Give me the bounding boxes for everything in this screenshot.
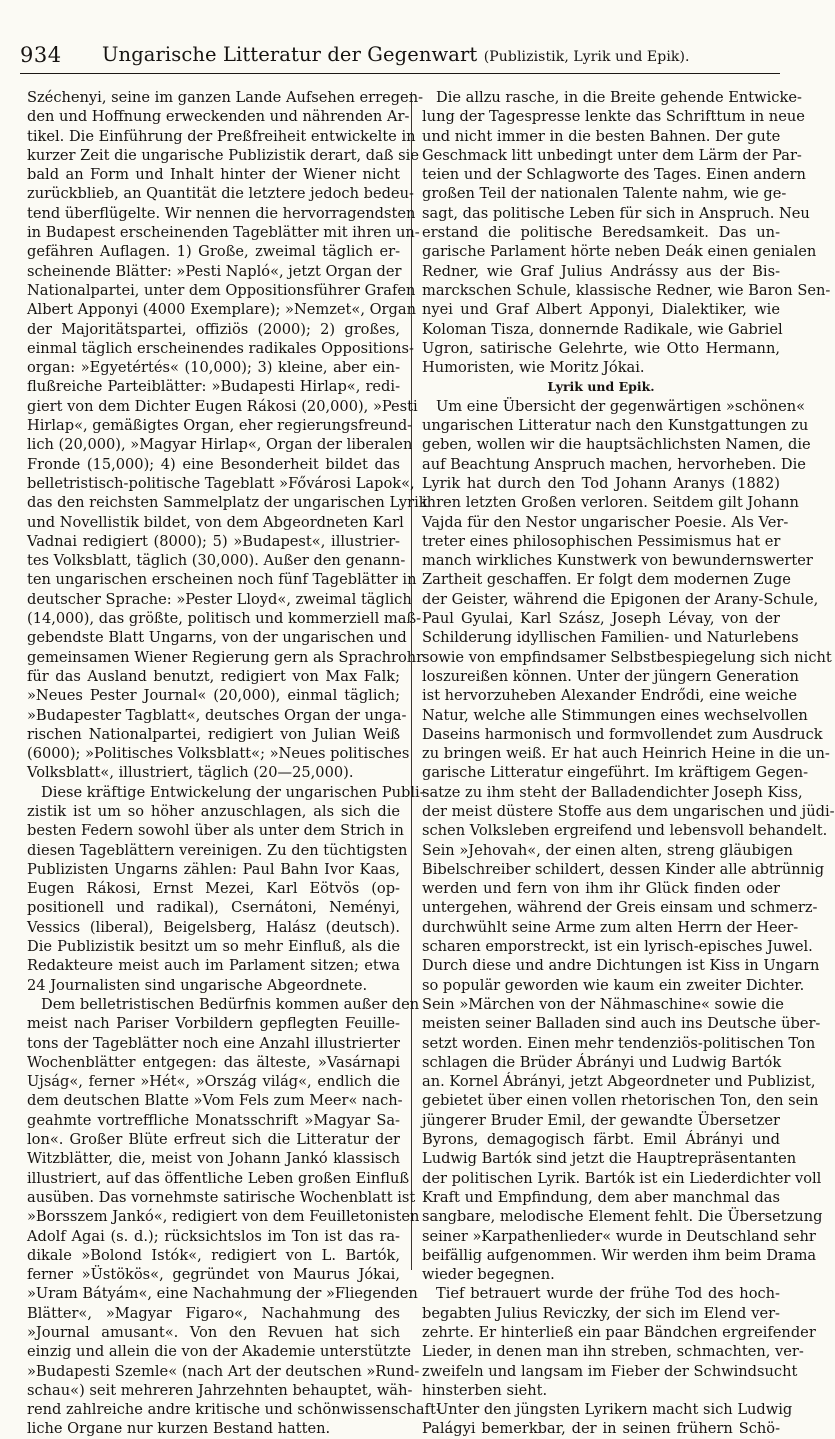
text-line: diesen Tageblättern vereinigen. Zu den tüchtigsten [27, 841, 408, 859]
text-line: der Geister, während die Epigonen der Arany-Schule, [422, 590, 819, 608]
text-line: untergehen, während der Greis einsam und schmerz- [422, 899, 818, 917]
text-line: geben, wollen wir die hauptsächlichsten Namen, die [422, 436, 811, 454]
text-line: zweifeln und langsam im Fieber der Schwindsucht [422, 1362, 798, 1380]
text-line: manch wirkliches Kunstwerk von bewundernswerter [422, 552, 813, 570]
text-line: sagt, das politische Leben für sich in Anspruch. Neu [422, 204, 810, 222]
page-number: 934 [20, 43, 62, 67]
text-line: einmal täglich erscheinendes radikales Oppositions- [27, 339, 414, 357]
text-line: meist nach Pariser Vorbildern gepflegten Feuille- [27, 1015, 400, 1033]
text-line: garische Parlament hörte neben Deák einen genialen [422, 243, 817, 261]
text-line: »Journal amusant«. Von den Revuen hat sich [27, 1324, 400, 1341]
running-title-main: Ungarische Litteratur der Gegenwart [102, 43, 478, 66]
text-line: und Novellistik bildet, von dem Abgeordneten Karl [27, 513, 404, 531]
text-line: rischen Nationalpartei, redigiert von Julian Weiß [27, 725, 400, 743]
running-title [102, 42, 782, 70]
text-line: liche Organe nur kurzen Bestand hatten. [27, 1420, 331, 1438]
text-line: erstand die politische Beredsamkeit. Das un- [422, 224, 780, 242]
text-line: Koloman Tisza, donnernde Radikale, wie Gabriel [422, 320, 783, 338]
text-line: garische Litteratur eingeführt. Im kräftigem Gegen- [422, 764, 809, 782]
text-line: ungarischen Litteratur nach den Kunstgattungen zu [422, 417, 809, 435]
text-line: Adolf Agai (s. d.); rücksichtslos im Ton ist das ra- [27, 1227, 400, 1245]
text-line: »Borsszem Jankó«, redigiert von dem Feuilletonisten [27, 1208, 420, 1226]
text-line: werden und fern von ihm ihr Glück finden oder [422, 880, 780, 898]
text-line: und nicht immer in die besten Bahnen. Der gute [422, 127, 781, 145]
text-line: einzig und allein die von der Akademie unterstützte [27, 1343, 412, 1361]
text-line: treter eines philosophischen Pessimismus hat er [422, 532, 781, 550]
text-line: Sein »Märchen von der Nähmaschine« sowie die [422, 995, 784, 1013]
text-line: in Budapest erscheinenden Tageblätter mit ihren un- [27, 224, 420, 242]
text-line: besten Federn sowohl über als unter dem Strich in [27, 822, 404, 840]
text-line: Diese kräftige Entwickelung der ungarischen Publi- [41, 783, 425, 801]
text-line: meisten seiner Balladen sind auch ins Deutsche über- [422, 1015, 821, 1033]
text-line: (6000); »Politisches Volksblatt«; »Neues politisches [27, 745, 410, 763]
text-line: Vadnai redigiert (8000); 5) »Budapest«, illustrier- [27, 532, 400, 550]
text-line: lich (20,000), »Magyar Hirlap«, Organ der liberalen [27, 436, 413, 454]
text-line: so populär geworden wie kaum ein zweiter Dichter. [422, 976, 805, 994]
text-line: hinsterben sieht. [422, 1381, 548, 1399]
text-line: großen Teil der nationalen Talente nahm, wie ge- [422, 185, 787, 203]
text-line: Széchenyi, seine im ganzen Lande Aufsehen erregen- [27, 89, 424, 106]
text-line: setzt worden. Einen mehr tendenziös-politischen Ton [422, 1034, 816, 1052]
text-line: belletristisch-politische Tageblatt »Fővárosi Lapok«, [27, 474, 415, 492]
text-line: Ujság«, ferner »Hét«, »Ország világ«, endlich die [27, 1073, 400, 1091]
text-line: zistik ist um so höher anzuschlagen, als sich die [27, 802, 400, 820]
text-line: Durch diese und andre Dichtungen ist Kiss in Ungarn [422, 957, 820, 975]
text-line: Geschmack litt unbedingt unter dem Lärm der Par- [422, 146, 802, 164]
text-line: lung der Tagespresse lenkte das Schrifttum in neue [422, 108, 805, 126]
text-line: seiner »Karpathenlieder« wurde in Deutschland sehr [422, 1227, 816, 1245]
text-line: scharen emporstreckt, ist ein lyrisch-episches Juwel. [422, 938, 813, 956]
text-line: Fronde (15,000); 4) eine Besonderheit bildet das [27, 455, 400, 473]
text-line: schau«) seit mehreren Jahrzehnten behauptet, wäh- [27, 1381, 413, 1399]
text-line: sangbare, melodische Element fehlt. Die Übersetzung [422, 1208, 823, 1226]
right-column [422, 88, 835, 1438]
text-line: marckschen Schule, klassische Redner, wie Baron Sen- [422, 281, 831, 299]
text-line: ihren letzten Großen verloren. Seitdem gilt Johann [422, 494, 799, 512]
text-line: Tief betrauert wurde der frühe Tod des hoch- [436, 1285, 780, 1303]
text-line: Sein »Jehovah«, der einen alten, streng gläubigen [422, 841, 793, 859]
text-line: der meist düstere Stoffe aus dem ungarischen und jüdi- [422, 802, 835, 820]
text-line: Daseins harmonisch und formvollendet zum Ausdruck [422, 725, 823, 743]
text-line: gefähren Auflagen. 1) Große, zweimal täglich er- [27, 243, 400, 261]
text-line: geahmte vortreffliche Monatsschrift »Magyar Sa- [27, 1111, 400, 1129]
text-line: Redakteure meist auch im Parlament sitzen; etwa [27, 957, 400, 975]
text-line: positionell und radikal), Csernátoni, Neményi, [27, 899, 400, 917]
text-line: Redner, wie Graf Julius Andrássy aus der Bis- [422, 262, 780, 280]
text-line: Zartheit geschaffen. Er folgt dem modernen Zuge [422, 571, 791, 589]
text-line: begabten Julius Reviczky, der sich im Elend ver- [422, 1304, 780, 1322]
text-line: Lyrik hat durch den Tod Johann Aranys (1882) [422, 474, 780, 492]
section-heading: Lyrik und Epik. [547, 379, 655, 395]
text-line: auf Beachtung Anspruch machen, hervorheben. Die [422, 455, 806, 473]
text-line: illustriert, auf das öffentliche Leben großen Einfluß [27, 1169, 410, 1187]
text-line: an. Kornel Ábrányi, jetzt Abgeordneter und Publizist, [422, 1073, 816, 1091]
text-line: Blätter«, »Magyar Figaro«, Nachahmung des [27, 1304, 400, 1322]
text-line: lon«. Großer Blüte erfreut sich die Litteratur der [27, 1131, 400, 1149]
text-line: Schilderung idyllischen Familien- und Naturlebens [422, 629, 799, 647]
text-line: den und Hoffnung erweckenden und nährenden Ar- [27, 108, 410, 126]
text-line: schlagen die Brüder Ábrányi und Ludwig Bartók [422, 1053, 782, 1071]
text-line: nyei und Graf Albert Apponyi, Dialektiker, wie [422, 301, 780, 319]
text-line: »Budapester Tagblatt«, deutsches Organ der unga- [27, 706, 407, 724]
text-line: »Uram Bátyám«, eine Nachahmung der »Fliegenden [27, 1285, 418, 1303]
text-line: Humoristen, wie Moritz Jókai. [422, 359, 645, 377]
text-line: dem deutschen Blatte »Vom Fels zum Meer« nach- [27, 1092, 403, 1110]
text-line: (14,000), das größte, politisch und kommerziell maß- [27, 610, 422, 628]
text-line: Lieder, in denen man ihn streben, schmachten, ver- [422, 1343, 804, 1361]
text-line: ferner »Üstökös«, gegründet von Maurus Jókai, [27, 1266, 400, 1284]
text-line: tes Volksblatt, täglich (30,000). Außer den genann- [27, 552, 406, 570]
text-line: Paul Gyulai, Karl Szász, Joseph Lévay, von der [422, 610, 780, 628]
text-line: Palágyi bemerkbar, der in seinen frühern Schö- [422, 1420, 780, 1438]
text-line: tons der Tageblätter noch eine Anzahl illustrierter [27, 1034, 400, 1052]
text-line: Ugron, satirische Gelehrte, wie Otto Hermann, [422, 339, 780, 357]
text-line: Dem belletristischen Bedürfnis kommen außer den [41, 995, 420, 1013]
text-line: Volksblatt«, illustriert, täglich (20—25,000). [27, 764, 354, 782]
column-divider [411, 92, 412, 1270]
text-line: giert von dem Dichter Eugen Rákosi (20,000), »Pesti [27, 397, 418, 415]
text-line: gemeinsamen Wiener Regierung gern als Sprachrohr [27, 648, 424, 666]
text-line: Byrons, demagogisch färbt. Emil Ábrányi und [422, 1131, 780, 1149]
text-line: ist hervorzuheben Alexander Endrődi, eine weiche [422, 687, 798, 705]
text-line: 24 Journalisten sind ungarische Abgeordnete. [27, 976, 368, 994]
text-line: dikale »Bolond Istók«, redigiert von L. Bartók, [27, 1246, 400, 1264]
text-line: kurzer Zeit die ungarische Publizistik derart, daß sie [27, 146, 419, 164]
text-line: gebietet über einen vollen rhetorischen Ton, den sein [422, 1092, 819, 1110]
text-line: Um eine Übersicht der gegenwärtigen »schönen« [436, 397, 806, 415]
text-line: Die allzu rasche, in die Breite gehende Entwicke- [436, 89, 802, 106]
text-line: sowie von empfindsamer Selbstbespiegelung sich nicht [422, 648, 832, 666]
text-line: schen Volksleben ergreifend und lebensvoll behandelt. [422, 822, 828, 840]
text-line: zurückblieb, an Quantität die letztere jedoch bedeu- [27, 185, 414, 203]
text-line: Hirlap«, gemäßigtes Organ, eher regierungsfreund- [27, 417, 413, 435]
text-line: zu bringen weiß. Er hat auch Heinrich Heine in die un- [422, 745, 830, 763]
text-line: der politischen Lyrik. Bartók ist ein Liederdichter voll [422, 1169, 822, 1187]
text-line: Witzblätter, die, meist von Johann Jankó klassisch [27, 1150, 400, 1168]
text-line: durchwühlt seine Arme zum alten Herrn der Heer- [422, 918, 799, 936]
text-line: Natur, welche alle Stimmungen eines wechselvollen [422, 706, 808, 724]
text-line: deutscher Sprache: »Pester Lloyd«, zweimal täglich [27, 590, 412, 608]
text-line: Vessics (liberal), Beigelsberg, Halász (deutsch). [27, 918, 400, 936]
text-line: teien und der Schlagworte des Tages. Einen andern [422, 166, 806, 184]
text-line: scheinende Blätter: »Pesti Napló«, jetzt Organ der [27, 262, 402, 280]
text-line: zehrte. Er hinterließ ein paar Bändchen ergreifender [422, 1324, 816, 1341]
text-line: ten ungarischen erscheinen noch fünf Tageblätter in [27, 571, 417, 589]
text-line: jüngerer Bruder Emil, der gewandte Übersetzer [422, 1111, 780, 1129]
text-line: für das Ausland benutzt, redigiert von Max Falk; [27, 667, 400, 685]
text-line: tend überflügelte. Wir nennen die hervorragendsten [27, 204, 416, 222]
text-line: rend zahlreiche andre kritische und schönwissenschaft- [27, 1401, 441, 1419]
text-line: »Neues Pester Journal« (20,000), einmal täglich; [27, 687, 400, 705]
text-line: flußreiche Parteiblätter: »Budapesti Hirlap«, redi- [27, 378, 400, 396]
text-line: beifällig aufgenommen. Wir werden ihm beim Drama [422, 1246, 817, 1264]
running-title-sub: (Publizistik, Lyrik und Epik). [483, 49, 690, 65]
text-line: Kraft und Empfindung, dem aber manchmal das [422, 1188, 780, 1206]
text-line: Wochenblätter entgegen: das älteste, »Vasárnapi [27, 1053, 400, 1071]
text-line: Unter den jüngsten Lyrikern macht sich Ludwig [436, 1401, 793, 1419]
text-line: Eugen Rákosi, Ernst Mezei, Karl Eötvös (op- [27, 880, 400, 898]
text-line: gebendste Blatt Ungarns, von der ungarischen und [27, 629, 407, 647]
text-line: das den reichsten Sammelplatz der ungarischen Lyrik [27, 494, 428, 512]
text-line: loszureißen können. Unter der jüngern Generation [422, 667, 799, 685]
text-line: bald an Form und Inhalt hinter der Wiener nicht [27, 166, 400, 184]
left-column [27, 88, 441, 1438]
text-line: satze zu ihm steht der Balladendichter Joseph Kiss, [422, 783, 803, 801]
text-line: Bibelschreiber schildert, dessen Kinder alle abtrünnig [422, 860, 825, 878]
text-line: Ludwig Bartók sind jetzt die Hauptrepräsentanten [422, 1150, 797, 1168]
text-line: wieder begegnen. [422, 1266, 555, 1284]
text-line: Nationalpartei, unter dem Oppositionsführer Grafen [27, 281, 416, 299]
text-line: Albert Apponyi (4000 Exemplare); »Nemzet«, Organ [27, 301, 416, 319]
text-line: Vajda für den Nestor ungarischer Poesie. Als Ver- [422, 513, 789, 531]
text-line: der Majoritätspartei, offiziös (2000); 2) großes, [27, 320, 400, 338]
text-line: organ: »Egyetértés« (10,000); 3) kleine, aber ein- [27, 359, 400, 377]
text-line: tikel. Die Einführung der Preßfreiheit entwickelte in [27, 127, 416, 145]
header-rule [20, 73, 780, 74]
text-line: ausüben. Das vornehmste satirische Wochenblatt ist [27, 1188, 416, 1206]
text-line: Publizisten Ungarns zählen: Paul Bahn Ivor Kaas, [27, 860, 400, 878]
text-line: »Budapesti Szemle« (nach Art der deutschen »Rund- [27, 1362, 420, 1380]
text-line: Die Publizistik besitzt um so mehr Einfluß, als die [27, 938, 400, 956]
page-header [20, 42, 780, 70]
